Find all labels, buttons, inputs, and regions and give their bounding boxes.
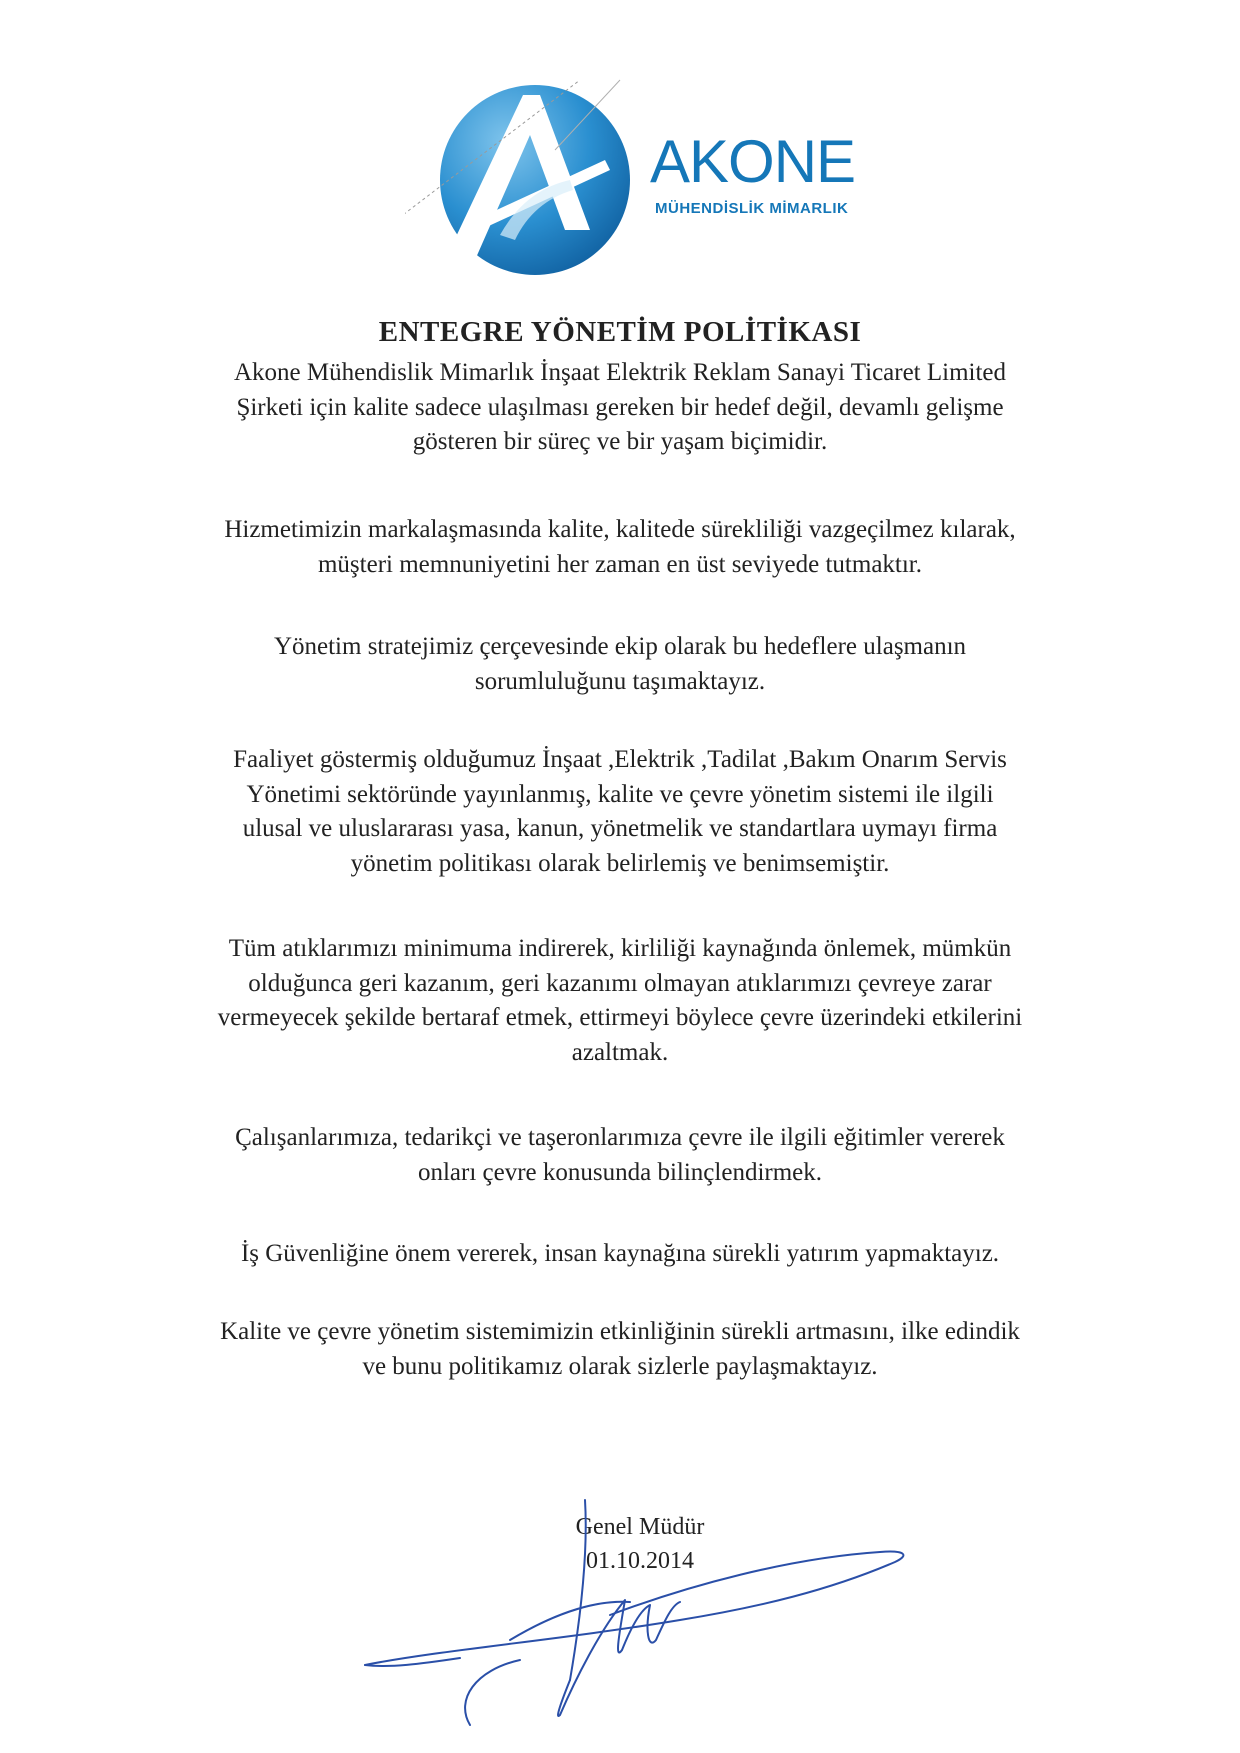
paragraph-compliance [120, 743, 1120, 881]
signer-role: Genel Müdür [575, 1514, 705, 1540]
paragraph-line: Kalite ve çevre yönetim sistemimizin etkinliğinin sürekli artmasını, ilke edindik [220, 1318, 1020, 1345]
paragraph-line: Hizmetimizin markalaşmasında kalite, kalitede sürekliliği vazgeçilmez kılarak, [224, 516, 1016, 543]
logo-tagline: MÜHENDİSLİK MİMARLIK [655, 200, 849, 217]
paragraph-line: ulusal ve uluslararası yasa, kanun, yönetmelik ve standartlara uymayı firma [242, 815, 998, 842]
paragraph-line: müşteri memnuniyetini her zaman en üst seviyede tutmaktır. [317, 550, 923, 578]
paragraph-line: sorumluluğunu taşımaktayız. [474, 667, 766, 695]
company-logo [405, 70, 865, 290]
paragraph-line: onları çevre konusunda bilinçlendirmek. [417, 1158, 823, 1186]
paragraph-line: Yönetimi sektöründe yayınlanmış, kalite ve çevre yönetim sistemi ile ilgili [246, 780, 994, 808]
paragraph-brand-quality [120, 513, 1120, 582]
document-title: ENTEGRE YÖNETİM POLİTİKASI [378, 316, 862, 348]
paragraph-line: azaltmak. [571, 1038, 669, 1066]
paragraph-line: Akone Mühendislik Mimarlık İnşaat Elektrik Reklam Sanayi Ticaret Limited [233, 359, 1007, 386]
paragraph-safety [120, 1237, 1120, 1272]
paragraph-waste [120, 932, 1120, 1070]
paragraph-training [120, 1121, 1120, 1190]
paragraph-line: Şirketi için kalite sadece ulaşılması gereken bir hedef değil, devamlı gelişme [236, 393, 1004, 421]
paragraph-line: gösteren bir süreç ve bir yaşam biçimidir. [412, 428, 828, 455]
paragraph-closing [120, 1315, 1120, 1384]
paragraph-line: ve bunu politikamız olarak sizlerle paylaşmaktayız. [362, 1352, 878, 1380]
signature-date: 01.10.2014 [586, 1548, 694, 1574]
paragraph-line: İş Güvenliğine önem vererek, insan kaynağına sürekli yatırım yapmaktayız. [240, 1240, 1000, 1267]
logo-wordmark: AKONE [650, 128, 856, 195]
paragraph-line: yönetim politikası olarak belirlemiş ve benimsemiştir. [350, 849, 890, 877]
paragraph-intro [120, 356, 1120, 460]
paragraph-line: Çalışanlarımıza, tedarikçi ve taşeronlarımıza çevre ile ilgili eğitimler vererek [235, 1124, 1005, 1151]
paragraph-strategy [120, 630, 1120, 699]
paragraph-line: Yönetim stratejimiz çerçevesinde ekip olarak bu hedeflere ulaşmanın [273, 633, 967, 660]
handwritten-signature [360, 1490, 920, 1730]
paragraph-line: vermeyecek şekilde bertaraf etmek, ettirmeyi böylece çevre üzerindeki etkilerini [217, 1004, 1023, 1031]
paragraph-line: olduğunca geri kazanım, geri kazanımı olmayan atıklarımızı çevreye zarar [248, 969, 992, 997]
paragraph-line: Tüm atıklarımızı minimuma indirerek, kirliliği kaynağında önlemek, mümkün [228, 935, 1012, 962]
paragraph-line: Faaliyet göstermiş olduğumuz İnşaat ,Elektrik ,Tadilat ,Bakım Onarım Servis [233, 746, 1007, 773]
